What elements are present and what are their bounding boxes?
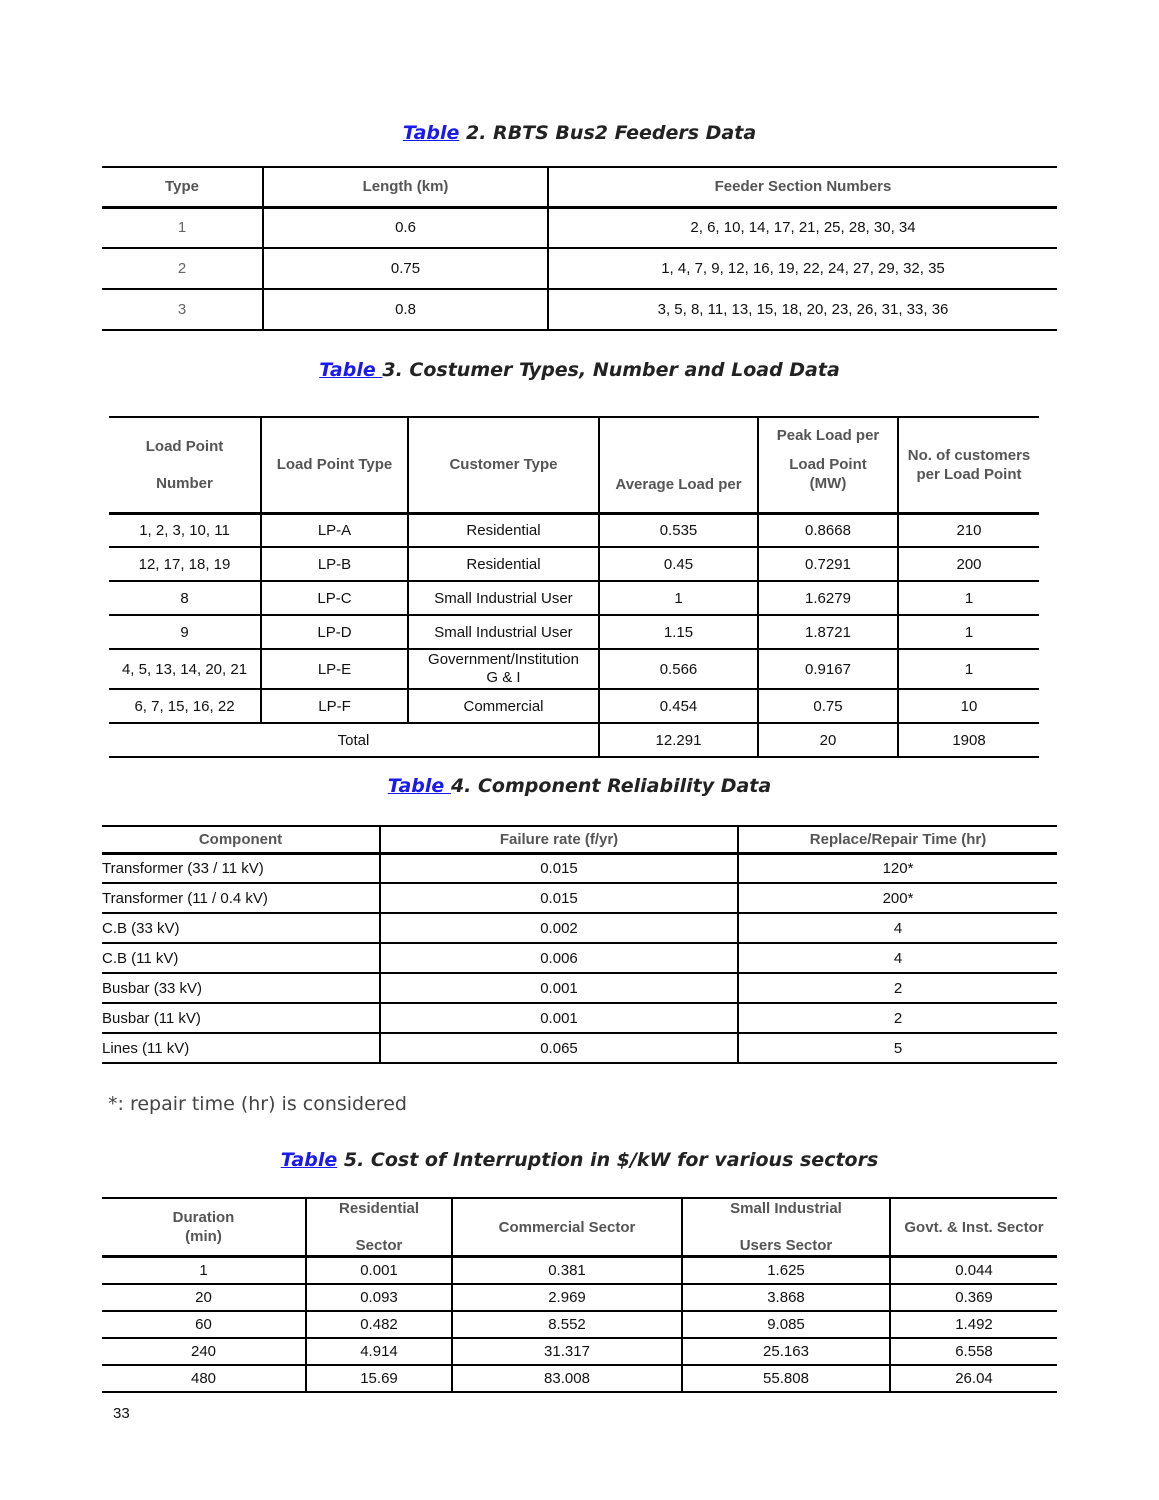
table3-caption-text: 3. Costumer Types, Number and Load Data — [382, 359, 840, 381]
header-line: Load Point — [145, 437, 224, 455]
table4-footnote: *: repair time (hr) is considered — [108, 1093, 407, 1115]
cell-duration: 60 — [102, 1311, 306, 1338]
cell-sections: 3, 5, 8, 11, 13, 15, 18, 20, 23, 26, 31, 33, 36 — [548, 289, 1057, 330]
cell-govt: 6.558 — [890, 1338, 1057, 1365]
cell-load-point-number: 12, 17, 18, 19 — [109, 547, 261, 581]
cell-failure-rate: 0.001 — [380, 1003, 738, 1033]
cell-duration: 240 — [102, 1338, 306, 1365]
cell-customer-type: Small Industrial User — [408, 615, 599, 649]
cell-commercial: 83.008 — [452, 1365, 682, 1392]
table2-caption-text: 2. RBTS Bus2 Feeders Data — [459, 122, 757, 144]
cell-repair-time: 2 — [738, 973, 1057, 1003]
cell-small-industrial: 25.163 — [682, 1338, 890, 1365]
cell-total-peak: 20 — [758, 723, 898, 757]
cell-total-label: Total — [109, 723, 599, 757]
header-average-load: Average Load per — [599, 417, 758, 513]
table-row — [102, 248, 1057, 289]
cell-load-point-type: LP-C — [261, 581, 408, 615]
cell-commercial: 8.552 — [452, 1311, 682, 1338]
table-header-row — [102, 826, 1057, 853]
cell-type: 2 — [102, 248, 263, 289]
header-line: Small Industrial — [730, 1200, 842, 1217]
cell-load-point-number: 1, 2, 3, 10, 11 — [109, 513, 261, 547]
cell-customers: 1 — [898, 581, 1039, 615]
cell-repair-time: 200* — [738, 883, 1057, 913]
cell-residential: 0.001 — [306, 1257, 452, 1284]
cell-repair-time: 120* — [738, 853, 1057, 883]
cell-repair-time: 5 — [738, 1033, 1057, 1063]
cell-load-point-type: LP-D — [261, 615, 408, 649]
table-row — [102, 1033, 1057, 1063]
table-row — [102, 883, 1057, 913]
header-line: Number — [156, 474, 213, 492]
cell-component: Lines (11 kV) — [102, 1033, 380, 1063]
cell-customers: 1 — [898, 615, 1039, 649]
cell-peak-load: 0.75 — [758, 689, 898, 723]
cell-govt: 1.492 — [890, 1311, 1057, 1338]
cell-total-customers: 1908 — [898, 723, 1039, 757]
cell-component: Transformer (33 / 11 kV) — [102, 853, 380, 883]
header-line: (MW) — [809, 475, 847, 492]
header-repair-time: Replace/Repair Time (hr) — [738, 826, 1057, 853]
table5-caption — [0, 1149, 1159, 1171]
cell-load-point-number: 8 — [109, 581, 261, 615]
table2-feeders-data — [102, 166, 1057, 331]
table4-caption-text: 4. Component Reliability Data — [450, 775, 772, 797]
header-peak-load — [758, 417, 898, 513]
table-row — [109, 649, 1039, 689]
cell-sections: 1, 4, 7, 9, 12, 16, 19, 22, 24, 27, 29, 32, 35 — [548, 248, 1057, 289]
cell-customers: 1 — [898, 649, 1039, 689]
table4-caption — [0, 775, 1159, 797]
table-header-row — [102, 167, 1057, 207]
table-row — [109, 547, 1039, 581]
cell-repair-time: 4 — [738, 913, 1057, 943]
cell-small-industrial: 3.868 — [682, 1284, 890, 1311]
table-row — [102, 1365, 1057, 1392]
cell-duration: 1 — [102, 1257, 306, 1284]
header-load-point-type: Load Point Type — [261, 417, 408, 513]
header-line: Peak Load per — [776, 427, 880, 444]
cell-duration: 480 — [102, 1365, 306, 1392]
table-row — [102, 1003, 1057, 1033]
table5-caption-text: 5. Cost of Interruption in $/kW for various sectors — [337, 1149, 879, 1171]
table-row — [102, 1338, 1057, 1365]
cell-load-point-type: LP-F — [261, 689, 408, 723]
header-residential — [306, 1198, 452, 1257]
header-line: No. of customers — [907, 446, 1031, 464]
cell-customer-type: Residential — [408, 513, 599, 547]
cell-small-industrial: 1.625 — [682, 1257, 890, 1284]
cell-peak-load: 0.7291 — [758, 547, 898, 581]
cell-length: 0.75 — [263, 248, 548, 289]
cell-residential: 0.482 — [306, 1311, 452, 1338]
table-row — [102, 913, 1057, 943]
cell-sections: 2, 6, 10, 14, 17, 21, 25, 28, 30, 34 — [548, 207, 1057, 248]
cell-commercial: 2.969 — [452, 1284, 682, 1311]
header-line: per Load Point — [916, 465, 1022, 483]
table-row — [102, 943, 1057, 973]
cell-customer-type: Small Industrial User — [408, 581, 599, 615]
table-row — [102, 1311, 1057, 1338]
page-number: 33 — [113, 1405, 130, 1422]
cell-customers: 210 — [898, 513, 1039, 547]
cell-customer-type: Commercial — [408, 689, 599, 723]
cell-type: 3 — [102, 289, 263, 330]
table5-caption-link[interactable]: Table — [280, 1149, 338, 1171]
header-length: Length (km) — [263, 167, 548, 207]
cell-line: G & I — [486, 669, 521, 686]
cell-failure-rate: 0.002 — [380, 913, 738, 943]
header-failure-rate: Failure rate (f/yr) — [380, 826, 738, 853]
table-row — [109, 615, 1039, 649]
header-small-industrial — [682, 1198, 890, 1257]
cell-load-point-type: LP-E — [261, 649, 408, 689]
header-feeder-sections: Feeder Section Numbers — [548, 167, 1057, 207]
header-load-point-number — [109, 417, 261, 513]
cell-load-point-type: LP-B — [261, 547, 408, 581]
cell-customer-type — [408, 649, 599, 689]
cell-component: C.B (33 kV) — [102, 913, 380, 943]
table3-caption-link[interactable]: Table — [319, 359, 383, 381]
cell-load-point-number: 6, 7, 15, 16, 22 — [109, 689, 261, 723]
cell-govt: 0.369 — [890, 1284, 1057, 1311]
cell-average-load: 0.535 — [599, 513, 758, 547]
table3-caption — [0, 359, 1159, 381]
header-duration — [102, 1198, 306, 1257]
cell-total-average: 12.291 — [599, 723, 758, 757]
cell-repair-time: 2 — [738, 1003, 1057, 1033]
cell-customers: 10 — [898, 689, 1039, 723]
cell-component: C.B (11 kV) — [102, 943, 380, 973]
table5-interruption-cost — [102, 1197, 1057, 1393]
header-customers — [898, 417, 1039, 513]
header-type: Type — [102, 167, 263, 207]
cell-load-point-number: 9 — [109, 615, 261, 649]
cell-component: Busbar (33 kV) — [102, 973, 380, 1003]
table-row — [102, 1284, 1057, 1311]
table4-component-reliability — [102, 825, 1057, 1064]
cell-residential: 4.914 — [306, 1338, 452, 1365]
cell-line: Government/Institution — [428, 651, 579, 668]
table-row — [109, 513, 1039, 547]
header-line: Load Point — [789, 456, 867, 473]
cell-duration: 20 — [102, 1284, 306, 1311]
cell-average-load: 0.454 — [599, 689, 758, 723]
header-commercial: Commercial Sector — [452, 1198, 682, 1257]
cell-small-industrial: 55.808 — [682, 1365, 890, 1392]
cell-type: 1 — [102, 207, 263, 248]
cell-failure-rate: 0.015 — [380, 853, 738, 883]
header-govt: Govt. & Inst. Sector — [890, 1198, 1057, 1257]
table-header-row — [102, 1198, 1057, 1257]
header-line: (min) — [185, 1228, 222, 1245]
table-total-row — [109, 723, 1039, 757]
cell-length: 0.8 — [263, 289, 548, 330]
cell-failure-rate: 0.006 — [380, 943, 738, 973]
header-line: Residential — [338, 1200, 420, 1217]
cell-peak-load: 0.9167 — [758, 649, 898, 689]
table-header-row — [109, 417, 1039, 513]
table-row — [102, 973, 1057, 1003]
cell-residential: 0.093 — [306, 1284, 452, 1311]
cell-average-load: 1.15 — [599, 615, 758, 649]
cell-customer-type: Residential — [408, 547, 599, 581]
cell-residential: 15.69 — [306, 1365, 452, 1392]
table-row — [109, 689, 1039, 723]
table2-caption — [0, 122, 1159, 144]
cell-load-point-number: 4, 5, 13, 14, 20, 21 — [109, 649, 261, 689]
cell-average-load: 1 — [599, 581, 758, 615]
cell-component: Transformer (11 / 0.4 kV) — [102, 883, 380, 913]
table-row — [102, 207, 1057, 248]
cell-peak-load: 0.8668 — [758, 513, 898, 547]
cell-failure-rate: 0.065 — [380, 1033, 738, 1063]
cell-peak-load: 1.8721 — [758, 615, 898, 649]
header-line: Sector — [355, 1237, 403, 1254]
table-row — [102, 289, 1057, 330]
table2-caption-link[interactable]: Table — [402, 122, 460, 144]
cell-small-industrial: 9.085 — [682, 1311, 890, 1338]
cell-commercial: 0.381 — [452, 1257, 682, 1284]
cell-peak-load: 1.6279 — [758, 581, 898, 615]
cell-commercial: 31.317 — [452, 1338, 682, 1365]
cell-component: Busbar (11 kV) — [102, 1003, 380, 1033]
header-customer-type: Customer Type — [408, 417, 599, 513]
cell-average-load: 0.566 — [599, 649, 758, 689]
table-row — [109, 581, 1039, 615]
table4-caption-link[interactable]: Table — [387, 775, 451, 797]
cell-govt: 0.044 — [890, 1257, 1057, 1284]
table-row — [102, 1257, 1057, 1284]
cell-failure-rate: 0.001 — [380, 973, 738, 1003]
header-line: Duration — [172, 1209, 235, 1226]
cell-load-point-type: LP-A — [261, 513, 408, 547]
cell-average-load: 0.45 — [599, 547, 758, 581]
cell-repair-time: 4 — [738, 943, 1057, 973]
header-line: Users Sector — [739, 1237, 833, 1254]
header-component: Component — [102, 826, 380, 853]
table3-customer-load-data — [109, 416, 1039, 758]
cell-govt: 26.04 — [890, 1365, 1057, 1392]
cell-length: 0.6 — [263, 207, 548, 248]
table-row — [102, 853, 1057, 883]
cell-customers: 200 — [898, 547, 1039, 581]
cell-failure-rate: 0.015 — [380, 883, 738, 913]
